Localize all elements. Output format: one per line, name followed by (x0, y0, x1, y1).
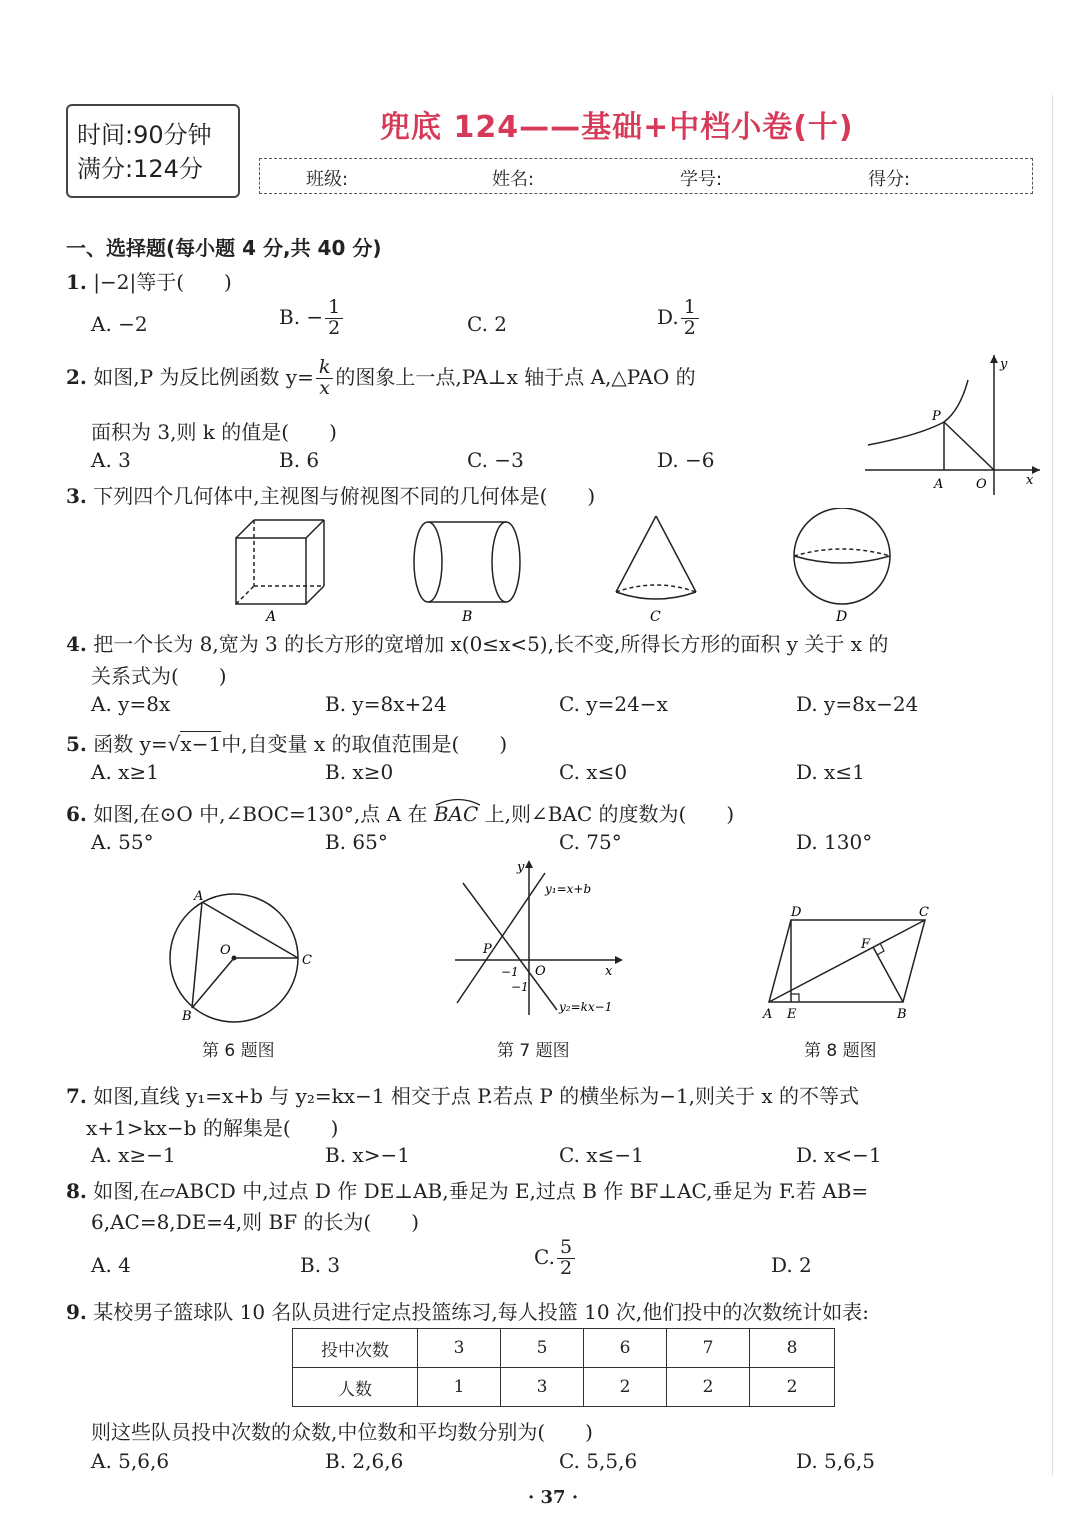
label-x: x (1026, 473, 1034, 488)
q2-figure (860, 350, 1050, 500)
question-2: 2. 如图,P 为反比例函数 y= $\frac{k}{x}$ 的图象上一点,PA⊥x 轴于点 A,△PAO 的 (66, 356, 696, 399)
hyperbola-curve (868, 380, 968, 445)
q4-option-c: C. y=24−x (559, 692, 668, 716)
figure-7-caption: 第 7 题图 (497, 1041, 570, 1061)
figure-7 (445, 855, 635, 1025)
table-cell: 8 (750, 1329, 835, 1368)
fraction: $\frac{1}{2}$ (325, 298, 343, 339)
label-a: A (266, 609, 277, 625)
q4-option-a: A. y=8x (91, 692, 171, 716)
q1-option-b: B. − $\frac{1}{2}$ (279, 298, 345, 339)
exam-info-box (66, 104, 240, 198)
cylinder-solid (414, 522, 520, 602)
question-number: 1. (66, 270, 87, 294)
table-header-cell: 投中次数 (293, 1329, 418, 1368)
page-edge (1052, 95, 1053, 1475)
table-cell: 3 (501, 1368, 584, 1407)
q6-option-b: B. 65° (325, 830, 388, 854)
table-cell: 2 (750, 1368, 835, 1407)
question-7: 7. 如图,直线 y₁=x+b 与 y₂=kx−1 相交于点 P.若点 P 的横坐标为−1,则关于 x 的不等式 (66, 1084, 860, 1108)
q9-option-c: C. 5,5,6 (559, 1449, 638, 1473)
label-e: E (787, 1007, 797, 1022)
page-number: · 37 · (528, 1487, 579, 1508)
line-y2 (463, 883, 557, 1010)
table-cell: 1 (418, 1368, 501, 1407)
center-dot (232, 956, 237, 961)
question-9-line2: 则这些队员投中次数的众数,中位数和平均数分别为( ) (91, 1420, 593, 1444)
question-text: |−2|等于( ) (93, 270, 232, 294)
label-d: D (836, 609, 848, 625)
class-field: 班级: (306, 169, 349, 190)
q7-option-c: C. x≤−1 (559, 1143, 644, 1167)
question-1 (66, 266, 232, 295)
question-9: 9. 某校男子篮球队 10 名队员进行定点投篮练习,每人投篮 10 次,他们投中的次数统计如表: (66, 1300, 870, 1324)
q5-option-c: C. x≤0 (559, 760, 628, 784)
data-table (292, 1328, 835, 1407)
figure-6 (160, 880, 330, 1025)
label-b: B (182, 1009, 192, 1024)
question-4: 4. 把一个长为 8,宽为 3 的长方形的宽增加 x(0≤x<5),长不变,所得长方形的面积 y 关于 x 的 (66, 632, 889, 656)
page-title: 兜底 124——基础+中档小卷(十) (380, 110, 854, 145)
label-b: B (462, 609, 473, 625)
label-b: B (897, 1007, 907, 1022)
q8-option-c: C. $\frac{5}{2}$ (534, 1238, 577, 1279)
q5-option-a: A. x≥1 (91, 760, 159, 784)
q8-option-b: B. 3 (300, 1253, 341, 1277)
q4-option-d: D. y=8x−24 (796, 692, 919, 716)
q5-option-d: D. x≤1 (796, 760, 865, 784)
label-c: C (650, 609, 661, 625)
figure-8 (755, 898, 945, 1028)
label-d: D (791, 905, 802, 920)
q9-option-b: B. 2,6,6 (325, 1449, 404, 1473)
question-3: 3. 下列四个几何体中,主视图与俯视图不同的几何体是( ) (66, 484, 596, 508)
label-neg1-x: −1 (501, 965, 519, 979)
question-6: 6. 如图,在⊙O 中,∠BOC=130°,点 A 在 BAC 上,则∠BAC 的度数为( ) (66, 798, 734, 827)
diagonal-ac (769, 920, 925, 1002)
cone-solid (616, 516, 696, 599)
label-x: x (605, 964, 613, 979)
q2-option-c: C. −3 (467, 448, 524, 472)
label-f: F (861, 937, 871, 952)
q7-option-b: B. x>−1 (325, 1143, 410, 1167)
fraction: $\frac{1}{2}$ (681, 298, 699, 339)
label-y2: y₂=kx−1 (559, 1000, 613, 1014)
q2-option-d: D. −6 (657, 448, 715, 472)
sphere-solid (794, 508, 890, 604)
label-y1: y₁=x+b (545, 882, 592, 896)
question-8-line2: 6,AC=8,DE=4,则 BF 的长为( ) (91, 1210, 420, 1234)
section-heading: 一、选择题(每小题 4 分,共 40 分) (66, 236, 382, 260)
student-info-fields (259, 158, 1033, 194)
segment-po (944, 422, 994, 470)
q1-option-c: C. 2 (467, 312, 508, 336)
label-a: A (194, 889, 204, 904)
q1-option-d: D. $\frac{1}{2}$ (657, 298, 701, 339)
q4-option-b: B. y=8x+24 (325, 692, 447, 716)
label-c: C (919, 905, 929, 920)
question-4-line2: 关系式为( ) (91, 664, 227, 688)
name-field: 姓名: (492, 169, 535, 190)
q9-option-d: D. 5,6,5 (796, 1449, 875, 1473)
table-row (293, 1368, 835, 1407)
figure-8-caption: 第 8 题图 (804, 1041, 877, 1061)
fraction: $\frac{5}{2}$ (557, 1238, 575, 1279)
label-a: A (934, 477, 944, 492)
cube-solid (236, 520, 324, 604)
table-cell: 2 (667, 1368, 750, 1407)
table-row (293, 1329, 835, 1368)
question-8: 8. 如图,在▱ABCD 中,过点 D 作 DE⊥AB,垂足为 E,过点 B 作 BF⊥AC,垂足为 F.若 AB= (66, 1179, 869, 1203)
q2-option-b: B. 6 (279, 448, 320, 472)
q8-option-a: A. 4 (91, 1253, 131, 1277)
fraction-k-over-x: $\frac{k}{x}$ (316, 358, 334, 399)
q2-option-a: A. 3 (91, 448, 131, 472)
arc-bac: BAC (434, 802, 478, 826)
q1-option-a: A. −2 (91, 312, 148, 336)
label-o: O (976, 477, 987, 492)
q5-option-b: B. x≥0 (325, 760, 394, 784)
score-field: 得分: (868, 169, 911, 190)
label-o: O (535, 964, 546, 979)
label-p: P (483, 942, 492, 957)
radicand: x−1 (180, 732, 222, 756)
q8-option-d: D. 2 (771, 1253, 812, 1277)
q7-option-a: A. x≥−1 (91, 1143, 176, 1167)
q9-option-a: A. 5,6,6 (91, 1449, 170, 1473)
table-cell: 7 (667, 1329, 750, 1368)
q6-option-c: C. 75° (559, 830, 622, 854)
label-y: y (517, 860, 525, 875)
time-label: 时间:90分钟 (77, 121, 212, 149)
table-header-cell: 人数 (293, 1368, 418, 1407)
q3-solids-figure (220, 508, 920, 626)
question-5: 5. 函数 y=√x−1中,自变量 x 的取值范围是( ) (66, 732, 508, 756)
table-cell: 6 (584, 1329, 667, 1368)
table-cell: 2 (584, 1368, 667, 1407)
table-cell: 5 (501, 1329, 584, 1368)
student-id-field: 学号: (680, 169, 723, 190)
label-o: O (220, 943, 231, 958)
label-p: P (932, 409, 941, 424)
score-label: 满分:124分 (77, 155, 203, 183)
question-7-line2: x+1>kx−b 的解集是( ) (86, 1116, 339, 1140)
label-a: A (763, 1007, 773, 1022)
label-neg1-y: −1 (511, 980, 529, 994)
table-cell: 3 (418, 1329, 501, 1368)
label-y: y (1000, 357, 1008, 372)
y-arrow (990, 355, 998, 363)
q6-option-a: A. 55° (91, 830, 154, 854)
q7-option-d: D. x<−1 (796, 1143, 882, 1167)
sqrt-sign: √ (167, 732, 181, 756)
label-c: C (302, 953, 312, 968)
q6-option-d: D. 130° (796, 830, 873, 854)
figure-6-caption: 第 6 题图 (202, 1041, 275, 1061)
question-2-line2: 面积为 3,则 k 的值是( ) (91, 420, 337, 444)
